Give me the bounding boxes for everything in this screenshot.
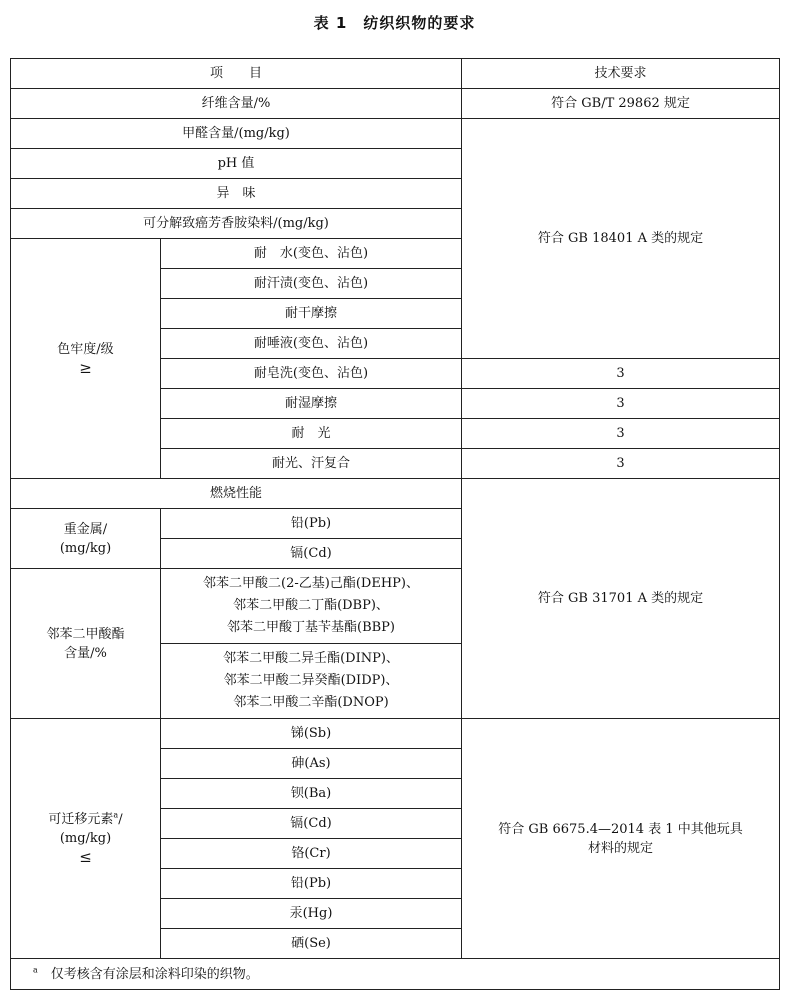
phthalate-unit: 含量/% <box>64 645 107 661</box>
element-se: 硒(Se) <box>161 929 462 959</box>
phthalate-line: 邻苯二甲酸二异壬酯(DINP)、 <box>223 651 399 666</box>
heavy-metal-title: 重金属/ <box>63 521 108 537</box>
flammability-label: 燃烧性能 <box>11 479 462 509</box>
table-header-row <box>11 59 780 89</box>
header-requirement: 技术要求 <box>462 59 780 89</box>
gte-symbol: ≥ <box>79 358 92 377</box>
colorfastness-label <box>11 239 161 479</box>
heavy-metal-unit: (mg/kg) <box>59 540 112 556</box>
heavy-metal-label <box>11 509 161 569</box>
azo-dye-label: 可分解致癌芳香胺染料/(mg/kg) <box>11 209 462 239</box>
gb6675-requirement <box>462 719 780 959</box>
cf-dry-rub: 耐干摩擦 <box>161 299 462 329</box>
cf-light-sweat: 耐光、汗复合 <box>161 449 462 479</box>
phthalate-label <box>11 569 161 719</box>
cf-light-sweat-value: 3 <box>462 449 780 479</box>
gb31701-requirement: 符合 GB 31701 A 类的规定 <box>462 479 780 719</box>
ph-label: pH 值 <box>11 149 462 179</box>
table-row <box>11 119 780 149</box>
cf-soap: 耐皂洗(变色、沾色) <box>161 359 462 389</box>
formaldehyde-label: 甲醛含量/(mg/kg) <box>11 119 462 149</box>
cf-saliva: 耐唾液(变色、沾色) <box>161 329 462 359</box>
odor-label: 异 味 <box>11 179 462 209</box>
hm-lead: 铅(Pb) <box>161 509 462 539</box>
footnote-text: 仅考核含有涂层和涂料印染的织物。 <box>37 966 259 982</box>
phthalate-set-2 <box>161 644 462 719</box>
element-pb: 铅(Pb) <box>161 869 462 899</box>
cf-soap-value: 3 <box>462 359 780 389</box>
cf-light: 耐 光 <box>161 419 462 449</box>
gb6675-line-1: 符合 GB 6675.4—2014 表 1 中其他玩具 <box>498 821 743 837</box>
cf-water: 耐 水(变色、沾色) <box>161 239 462 269</box>
colorfastness-title: 色牢度/级 <box>57 341 114 357</box>
migratable-title-text: 可迁移元素 <box>48 812 114 827</box>
footnote <box>11 959 780 990</box>
cf-wet-rub: 耐湿摩擦 <box>161 389 462 419</box>
cf-sweat: 耐汗渍(变色、沾色) <box>161 269 462 299</box>
migratable-title <box>15 810 156 829</box>
phthalate-line: 邻苯二甲酸二辛酯(DNOP) <box>233 695 389 710</box>
fiber-content-label: 纤维含量/% <box>11 89 462 119</box>
migratable-unit: (mg/kg) <box>59 831 112 846</box>
phthalate-set-1 <box>161 569 462 644</box>
table-row <box>11 479 780 509</box>
phthalate-line: 邻苯二甲酸二(2-乙基)己酯(DEHP)、 <box>203 576 419 591</box>
gb18401-requirement: 符合 GB 18401 A 类的规定 <box>462 119 780 359</box>
footnote-mark: a <box>33 965 38 975</box>
phthalate-line: 邻苯二甲酸丁基苄基酯(BBP) <box>227 620 395 635</box>
requirements-table <box>10 58 780 990</box>
phthalate-line: 邻苯二甲酸二丁酯(DBP)、 <box>233 598 389 613</box>
fiber-content-requirement: 符合 GB/T 29862 规定 <box>462 89 780 119</box>
hm-cadmium: 镉(Cd) <box>161 539 462 569</box>
cf-wet-rub-value: 3 <box>462 389 780 419</box>
table-row <box>11 89 780 119</box>
table-row <box>11 719 780 749</box>
element-cr: 铬(Cr) <box>161 839 462 869</box>
footnote-row <box>11 959 780 990</box>
element-sb: 锑(Sb) <box>161 719 462 749</box>
table-title: 表 1 纺织织物的要求 <box>313 14 476 32</box>
gb6675-line-2: 材料的规定 <box>588 840 654 856</box>
element-as: 砷(As) <box>161 749 462 779</box>
element-ba: 钡(Ba) <box>161 779 462 809</box>
cf-light-value: 3 <box>462 419 780 449</box>
migratable-slash: / <box>118 812 123 827</box>
phthalate-line: 邻苯二甲酸二异癸酯(DIDP)、 <box>223 673 399 688</box>
element-hg: 汞(Hg) <box>161 899 462 929</box>
lte-symbol: ≤ <box>79 848 92 866</box>
header-item: 项 目 <box>11 59 462 89</box>
footnote-ref: a <box>113 810 119 820</box>
migratable-label <box>11 719 161 959</box>
phthalate-title: 邻苯二甲酸酯 <box>46 626 125 642</box>
element-cd: 镉(Cd) <box>161 809 462 839</box>
